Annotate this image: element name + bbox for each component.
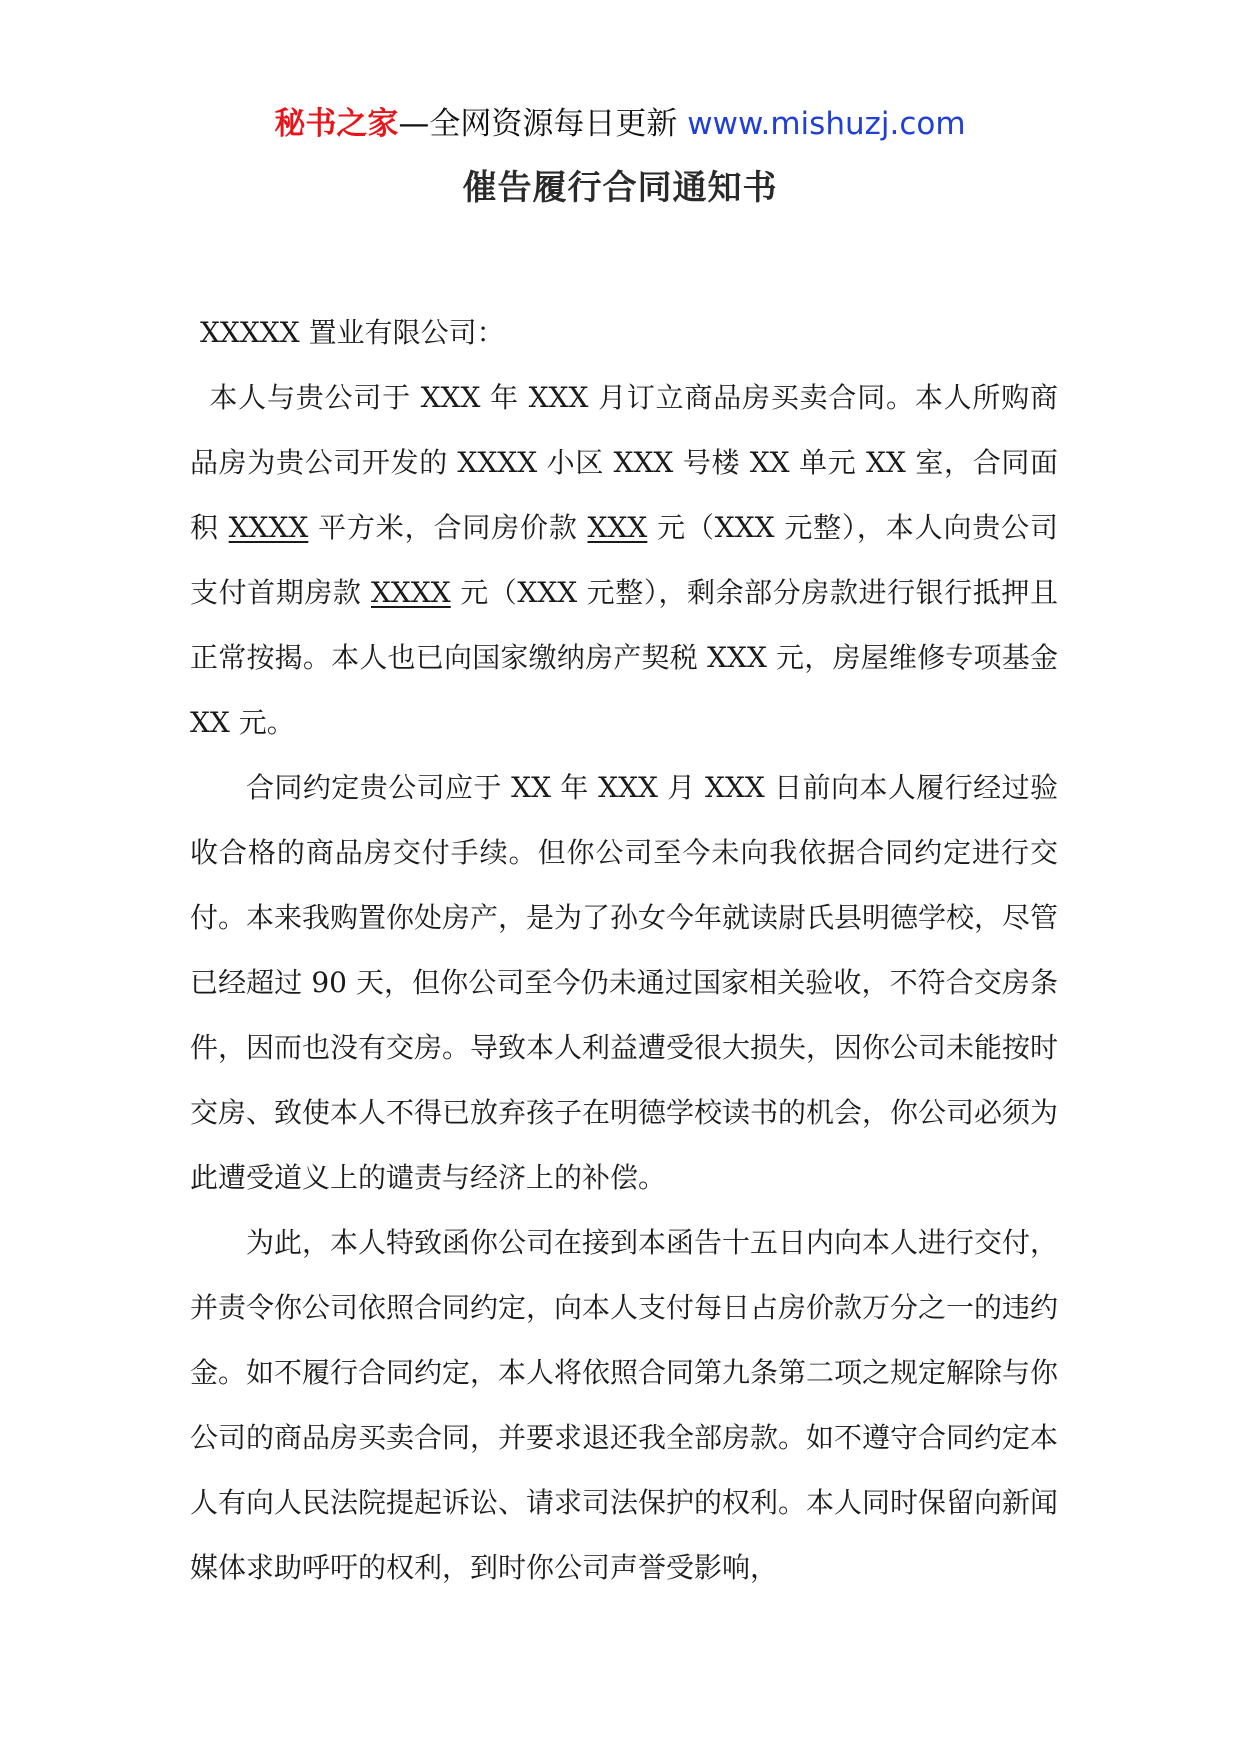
site-url-link[interactable]: www.mishuzj.com bbox=[687, 106, 966, 142]
paragraph-text: 元（XXX 元整），剩余部分房款进行银行抵押且正常按揭。本人也已向国家缴纳房产契税 XXX 元，房屋维修专项基金 XX 元。 bbox=[190, 576, 1059, 739]
paragraph-text: 平方米，合同房价款 bbox=[308, 511, 588, 544]
header-slogan: —全网资源每日更新 bbox=[398, 106, 688, 142]
paragraph-text: 本人与贵公司于 XXX 年 XXX 月订立商品房买卖合同。本人所购商品房为贵公司开发的 XXXX 小区 XXX 号楼 XX 单元 XX 室，合同面积 bbox=[190, 381, 1058, 544]
underlined-price: XXX bbox=[587, 511, 648, 544]
paragraph-text: 元（XXX 元整），本人向贵公司支付首期房款 bbox=[190, 511, 1058, 609]
underlined-down-payment: XXXX bbox=[371, 576, 451, 609]
page-title: 催告履行合同通知书 bbox=[462, 168, 778, 208]
paragraph-demand: 为此，本人特致函你公司在接到本函告十五日内向本人进行交付，并责令你公司依照合同约定，向本人支付每日占房价款万分之一的违约金。如不履行合同约定，本人将依照合同第九条第二项之规定解除与你公司的商品房买卖合同，并要求退还我全部房款。如不遵守合同约定本人有向人民法院提起诉讼、请求司法保护的权利。本人同时保留向新闻媒体求助呼吁的权利，到时你公司声誉受影响， bbox=[190, 1226, 1059, 1584]
salutation: XXXXX 置业有限公司： bbox=[200, 316, 505, 349]
brand-name: 秘书之家 bbox=[274, 106, 399, 142]
document-body bbox=[190, 300, 1058, 1600]
underlined-area: XXXX bbox=[228, 511, 309, 544]
site-header bbox=[0, 104, 1240, 144]
paragraph-delivery-breach: 合同约定贵公司应于 XX 年 XXX 月 XXX 日前向本人履行经过验收合格的商品房交付手续。但你公司至今未向我依据合同约定进行交付。本来我购置你处房产，是为了孙女今年就读尉氏县明德学校，尽管已经超过 90 天，但你公司至今仍未通过国家相关验收，不符合交房条件，因而也没有交房。导致本人利益遭受很大损失，因你公司未能按时交房、致使本人不得已放弃孩子在明德学校读书的机会，你公司必须为此遭受道义上的谴责与经济上的补偿。 bbox=[190, 771, 1059, 1194]
paragraph-contract-details bbox=[190, 365, 1058, 755]
